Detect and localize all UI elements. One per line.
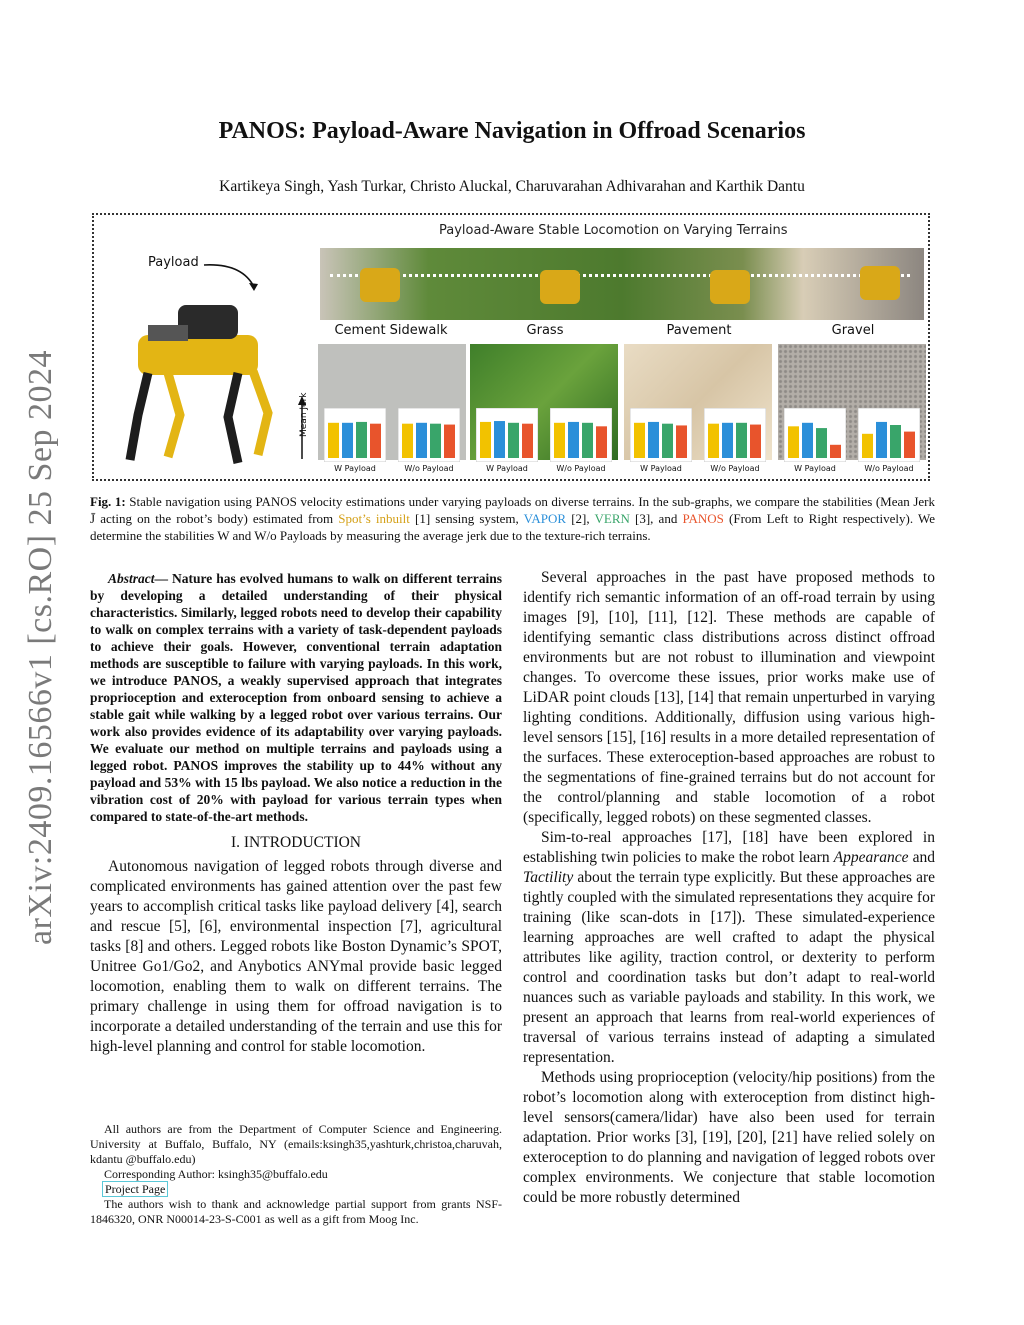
- bar-5-1: [722, 423, 733, 458]
- y-axis-label: Mean Jerk: [299, 392, 309, 437]
- bar-7-2: [890, 425, 901, 458]
- w-payload-label-3: W Payload: [640, 464, 682, 473]
- chart-0: [324, 408, 386, 462]
- bar-6-0: [788, 426, 799, 458]
- wo-payload-label-1: W/o Payload: [404, 464, 454, 473]
- caption-vern: VERN: [594, 511, 630, 526]
- bar-0-2: [356, 422, 367, 458]
- caption-label: Fig. 1:: [90, 494, 126, 509]
- chart-6: [784, 408, 846, 462]
- bar-1-0: [402, 424, 413, 458]
- bar-1-2: [430, 424, 441, 458]
- figure-heading: Payload-Aware Stable Locomotion on Varying Terrains: [439, 223, 788, 238]
- caption-vapor: VAPOR: [523, 511, 567, 526]
- w-payload-label-2: W Payload: [486, 464, 528, 473]
- chart-2: [476, 408, 538, 462]
- footnote-affiliation: All authors are from the Department of Computer Science and Engineering. University at Buffalo, Buffalo, NY (emails:ksingh35,yashturk,christoa,charuvah, kdantu @buffalo.edu): [90, 1122, 502, 1166]
- robot-dog-image: [108, 285, 298, 475]
- bar-2-3: [522, 424, 533, 458]
- right-paragraph-2: [523, 828, 935, 1068]
- bar-5-0: [708, 424, 719, 458]
- bar-1-3: [444, 425, 455, 458]
- figure-1: [92, 213, 930, 481]
- intro-paragraph: Autonomous navigation of legged robots through diverse and complicated environments has gained attention over the past few years to accomplish critical tasks like payload delivery [4], search and rescue [5], [6], environmental inspection [7], agricultural tasks [8] and others. Legged robots like Boston Dynamic’s SPOT, Unitree Go1/Go2, and Anybotics ANYmal provide basic legged locomotion, enabling them to walk on different terrains. The primary challenge in using them for offroad navigation is to incorporate a detailed understanding of the terrain and use this for high-level planning and control for stable locomotion.: [90, 858, 502, 1055]
- bar-3-3: [596, 426, 607, 458]
- caption-text-3: [2],: [566, 511, 595, 526]
- terrain-label-cement: Cement Sidewalk: [334, 323, 448, 338]
- abstract-label: Abstract: [108, 571, 155, 586]
- bar-6-2: [816, 428, 827, 458]
- paper-title: PANOS: Payload-Aware Navigation in Offroad Scenarios: [218, 118, 806, 144]
- right-paragraph-1: Several approaches in the past have proposed methods to identify rich semantic information of an off-road terrain by using images [9], [10], [11], [12]. These methods are capable of identifying semantic class distributions across distinct offroad environments but are not robust to illumination and viewpoint changes. To overcome these issues, prior works make use of LiDAR point clouds [13], [14] that remain unperturbed in varying lighting conditions. Additionally, diffusion using various high-level sensors [15], [16] results in a more detailed representation of the surfaces. These exteroception-based approaches are robust to the segmentations of fine-grained terrains but do not account for the control/planning and stable locomotion of a robot (specifically, legged robots) on these segmented classes.: [523, 569, 935, 826]
- bar-7-1: [876, 422, 887, 458]
- robot-frame-3: [710, 270, 750, 304]
- bar-6-1: [802, 423, 813, 458]
- w-payload-label-1: W Payload: [334, 464, 376, 473]
- right-paragraph-3: Methods using proprioception (velocity/hip positions) from the robot’s locomotion along with exteroception from distinct high-level sensors(camera/lidar) have also been used for terrain adaptation. Prior works [3], [19], [20], [21] have relied solely on exteroception to do planning and navigation of legged robots over complex environments. We conjecture that stable locomotion could be more robustly determined: [523, 1069, 935, 1206]
- footnote-corresponding: Corresponding Author: ksingh35@buffalo.edu: [104, 1167, 328, 1181]
- caption-text-5: (From Left to Right respectively). We determine the stabilities W and W/o Payloads by measuring the average jerk due to the texture-rich terrains.: [90, 511, 935, 543]
- bar-7-3: [904, 432, 915, 458]
- bar-3-0: [554, 423, 565, 458]
- bar-0-3: [370, 424, 381, 458]
- bar-5-3: [750, 425, 761, 458]
- terrain-label-gravel: Gravel: [831, 323, 875, 338]
- project-page-link[interactable]: Project Page: [102, 1181, 168, 1197]
- p2-text-a: Sim-to-real approaches [17], [18] have been explored in establishing twin policies to make the robot learn: [523, 829, 935, 866]
- terrain-strip-image: [320, 248, 924, 320]
- footnote-acknowledgement: The authors wish to thank and acknowledge partial support from grants NSF-1846320, ONR N00014-23-S-C001 as well as a gift from Moog Inc.: [90, 1197, 502, 1226]
- bar-1-1: [416, 423, 427, 458]
- abstract-dash: —: [154, 571, 173, 586]
- chart-7: [858, 408, 920, 462]
- terrain-label-pavement: Pavement: [666, 323, 732, 338]
- bar-5-2: [736, 423, 747, 458]
- figure-caption: [90, 493, 935, 544]
- bar-6-3: [830, 445, 841, 458]
- bar-4-0: [634, 423, 645, 458]
- abstract: [90, 570, 502, 825]
- p2-text-e: about the terrain type explicitly. But these approaches are tightly coupled with the simulated representations they acquire for training (like scan-dots in [17]). These simulated-experience learning approaches are well crafted to adapt the physical attributes like agility, traction control, or dexterity to perform control and coordination tasks but don’t adapt to real-world nuances such as variable payloads and stability. In this work, we present an approach that learns from real-world experiences of traversal of various terrains instead of adapting a simulated representation.: [523, 869, 935, 1066]
- right-column: [523, 568, 935, 1208]
- footnotes: [90, 1122, 502, 1227]
- p2-tactility: Tactility: [523, 869, 574, 886]
- bar-7-0: [862, 434, 873, 458]
- chart-4: [630, 408, 692, 462]
- bar-4-3: [676, 425, 687, 458]
- caption-text-2: [1] sensing system,: [409, 511, 524, 526]
- caption-spot: Spot’s inbuilt: [338, 511, 410, 526]
- intro-heading: I. INTRODUCTION: [230, 834, 361, 851]
- robot-frame-2: [540, 270, 580, 304]
- bar-2-0: [480, 422, 491, 458]
- wo-payload-label-3: W/o Payload: [710, 464, 760, 473]
- bar-4-2: [662, 424, 673, 458]
- chart-1: [398, 408, 460, 462]
- bar-0-1: [342, 423, 353, 458]
- p2-text-c: and: [908, 849, 935, 866]
- terrain-label-grass: Grass: [526, 323, 564, 338]
- bar-0-0: [328, 423, 339, 458]
- wo-payload-label-4: W/o Payload: [864, 464, 914, 473]
- author-list: Kartikeya Singh, Yash Turkar, Christo Aluckal, Charuvarahan Adhivarahan and Karthik Dantu: [219, 178, 805, 195]
- bar-4-1: [648, 422, 659, 458]
- payload-label: Payload: [148, 255, 199, 270]
- bar-2-2: [508, 423, 519, 458]
- arxiv-identifier: arXiv:2409.16566v1 [cs.RO] 25 Sep 2024: [22, 349, 59, 945]
- chart-3: [550, 408, 612, 462]
- caption-text-4: [3], and: [629, 511, 683, 526]
- p2-appearance: Appearance: [833, 849, 909, 866]
- w-payload-label-4: W Payload: [794, 464, 836, 473]
- chart-5: [704, 408, 766, 462]
- abstract-text: Nature has evolved humans to walk on different terrains by developing a detailed understanding of their physical characteristics. Similarly, legged robots need to develop their capability to walk on complex terrains with a variety of task-dependent payloads to achieve their goals. However, conventional terrain adaptation methods are susceptible to failure with varying payloads. In this work, we introduce PANOS, a weakly supervised approach that integrates proprioception and exteroception from onboard sensing to achieve a stable gait while walking by a legged robot over various terrains. Our work also provides evidence of its adaptability over varying payloads. We evaluate our method on multiple terrains and payloads using a legged robot. PANOS improves the stability up to 44% without any payload and 53% with 15 lbs payload. We also notice a reduction in the vibration cost of 20% with payload for various terrain types when compared to state-of-the-art methods.: [90, 571, 502, 824]
- robot-frame-1: [360, 268, 400, 302]
- wo-payload-label-2: W/o Payload: [556, 464, 606, 473]
- caption-text-1: Stable navigation using PANOS velocity estimations under varying payloads on diverse terrains. In the sub-graphs, we compare the stabilities (Mean Jerk J̄ acting on the robot’s body) estimated from: [90, 494, 935, 526]
- bar-3-2: [582, 423, 593, 458]
- bar-2-1: [494, 421, 505, 458]
- caption-panos: PANOS: [682, 511, 724, 526]
- robot-frame-4: [860, 266, 900, 300]
- left-column: [90, 570, 502, 1057]
- bar-3-1: [568, 422, 579, 458]
